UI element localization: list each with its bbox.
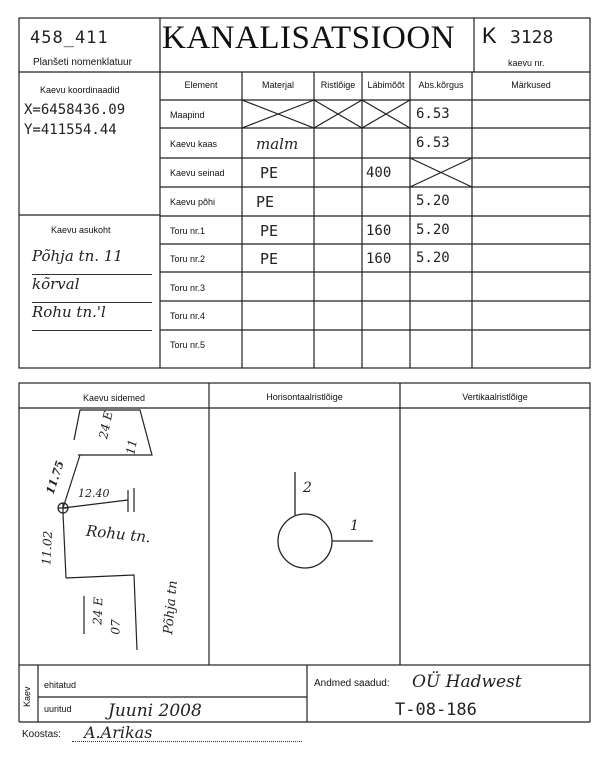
data-from-code: T-08-186	[395, 700, 477, 720]
location-line-1: Põhja tn. 11	[32, 247, 152, 275]
compiled-line	[72, 741, 302, 742]
col-header-element: Element	[184, 80, 218, 90]
coordinates-label: Kaevu koordinaadid	[40, 85, 120, 95]
footer-side-label: Kaev	[22, 686, 32, 707]
pipe-label-2: 2	[303, 480, 312, 496]
row-diameter: 400	[366, 165, 392, 181]
row-element: Toru nr.5	[170, 340, 206, 350]
col-header-diameter: Läbimõõt	[367, 80, 405, 90]
sketch-building-bottom: 24 E	[90, 596, 106, 626]
row-element: Kaevu seinad	[170, 168, 225, 178]
row-abs-height: 5.20	[416, 193, 450, 209]
row-diameter: 160	[366, 251, 392, 267]
well-number-prefix: K	[482, 23, 497, 48]
sketch-dist-lower: 11.02	[39, 530, 56, 566]
location-line-2: kõrval	[32, 275, 152, 303]
map-sheet-value: 458_411	[30, 28, 109, 48]
sketch-dist-upper: 11.75	[43, 459, 67, 496]
row-abs-height: 6.53	[416, 106, 450, 122]
sketch-street-pohja: Põhja tn	[161, 579, 181, 636]
location-lines	[32, 247, 152, 331]
sketch-building-top-floor: 11	[123, 438, 140, 456]
sketch-building-top: 24 E	[96, 409, 116, 441]
row-abs-height: 5.20	[416, 250, 450, 266]
row-material: PE	[256, 193, 275, 211]
col-header-material: Materjal	[261, 80, 294, 90]
row-material: PE	[260, 222, 279, 240]
col-header-cross-section: Ristlõige	[320, 80, 356, 90]
col-header-notes: Märkused	[511, 80, 551, 90]
row-element: Kaevu kaas	[170, 139, 218, 149]
section-vertical: Vertikaalristlõige	[462, 392, 528, 402]
row-material: PE	[260, 250, 279, 268]
coordinate-y: Y=411554.44	[24, 122, 117, 138]
page-title: KANALISATSIOON	[162, 20, 455, 56]
well-number-label: kaevu nr.	[508, 58, 545, 68]
compiled-label: Koostas:	[22, 729, 61, 740]
data-from-label: Andmed saadud:	[314, 678, 390, 689]
sketch-building-bottom-floor: 07	[108, 619, 123, 635]
row-abs-height: 5.20	[416, 222, 450, 238]
row-element: Toru nr.2	[170, 254, 206, 264]
col-header-abs-height: Abs.kõrgus	[418, 80, 464, 90]
compiled-value: A.Arikas	[84, 723, 153, 742]
row-element: Toru nr.1	[170, 226, 206, 236]
row-element: Kaevu põhi	[170, 197, 216, 207]
section-connections: Kaevu sidemed	[82, 393, 146, 403]
data-from-company: OÜ Hadwest	[412, 672, 522, 692]
map-sheet-label: Planšeti nomenklatuur	[33, 57, 132, 68]
surveyed-label: uuritud	[44, 704, 72, 714]
row-diameter: 160	[366, 223, 392, 239]
section-horizontal: Horisontaalristlõige	[266, 392, 343, 402]
sketch-dist-right: 12.40	[78, 487, 110, 500]
row-material: PE	[260, 164, 279, 182]
coordinate-x: X=6458436.09	[24, 102, 126, 118]
surveyed-value: Juuni 2008	[108, 701, 202, 721]
row-element: Maapind	[170, 110, 205, 120]
row-abs-height: 6.53	[416, 135, 450, 151]
row-material: malm	[256, 135, 299, 153]
sketch-street-rohu: Rohu tn.	[85, 521, 152, 547]
location-line-3: Rohu tn.'l	[32, 303, 152, 331]
row-element: Toru nr.3	[170, 283, 206, 293]
well-number-value: 3128	[510, 27, 554, 48]
built-label: ehitatud	[44, 680, 77, 690]
row-element: Toru nr.4	[170, 311, 206, 321]
location-label: Kaevu asukoht	[51, 225, 111, 235]
pipe-label-1: 1	[350, 518, 359, 534]
